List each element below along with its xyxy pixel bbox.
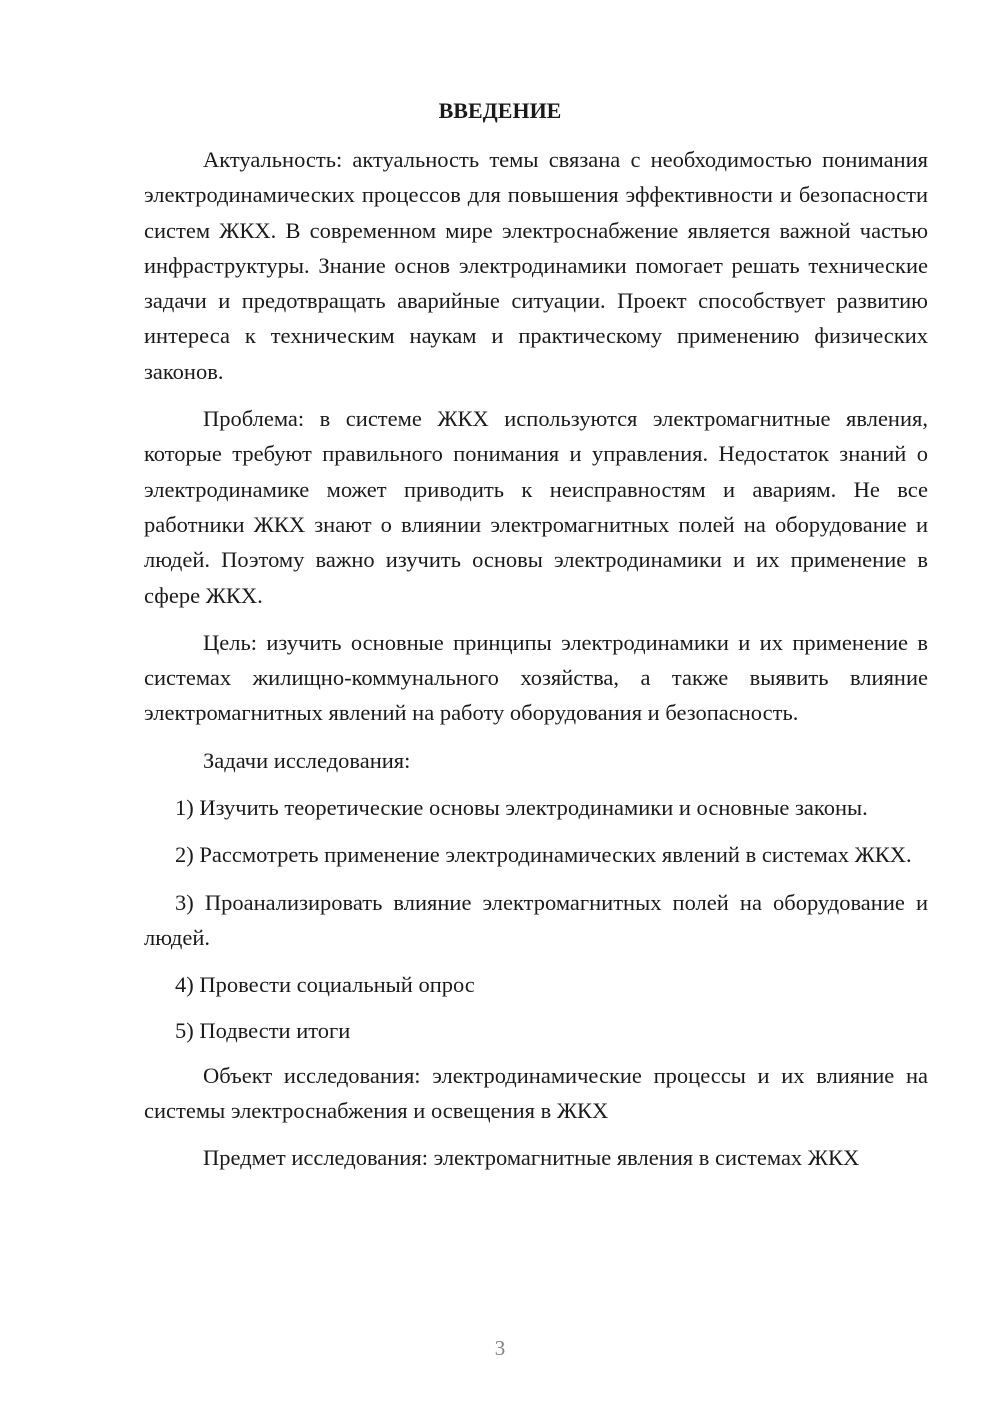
page-title: ВВЕДЕНИЕ: [438, 98, 562, 123]
page-number: 3: [494, 1336, 506, 1360]
task-item: 1) Изучить теоретические основы электродинамики и основные законы.: [175, 795, 868, 821]
task-item: 2) Рассмотреть применение электродинамических явлений в системах ЖКХ.: [175, 842, 912, 868]
paragraph-relevance: Актуальность: актуальность темы связана с необходимостью понимания электродинамических процессов для повышения эффективности и безопасности систем ЖКХ. В современном мире электроснабжение является важной частью инфраструктуры. Знание основ электродинамики помогает решать технические задачи и предотвращать аварийные ситуации. Проект способствует развитию интереса к техническим наукам и практическому применению физических законов.: [144, 147, 928, 384]
task-item: 3) Проанализировать влияние электромагнитных полей на оборудование и людей.: [144, 889, 928, 950]
document-body: [144, 142, 928, 1188]
task-item: 5) Подвести итоги: [175, 1017, 351, 1043]
paragraph-object: Объект исследования: электродинамические процессы и их влияние на системы электроснабжения и освещения в ЖКХ: [144, 1062, 928, 1124]
paragraph-subject: Предмет исследования: электромагнитные явления в системах ЖКХ: [203, 1145, 860, 1171]
paragraph-problem: Проблема: в системе ЖКХ используются электромагнитные явления, которые требуют правильного понимания и управления. Недостаток знаний о электродинамике может приводить к неисправностям и авариям. Не все работники ЖКХ знают о влиянии электромагнитных полей на оборудование и людей. Поэтому важно изучить основы электродинамики и их применение в сфере ЖКХ.: [144, 406, 928, 608]
task-item: 4) Провести социальный опрос: [175, 972, 475, 998]
paragraph-goal: Цель: изучить основные принципы электродинамики и их применение в системах жилищно-коммунального хозяйства, а также выявить влияние электромагнитных явлений на работу оборудования и безопасность.: [144, 629, 928, 726]
paragraph-tasks-heading: Задачи исследования:: [203, 747, 411, 773]
